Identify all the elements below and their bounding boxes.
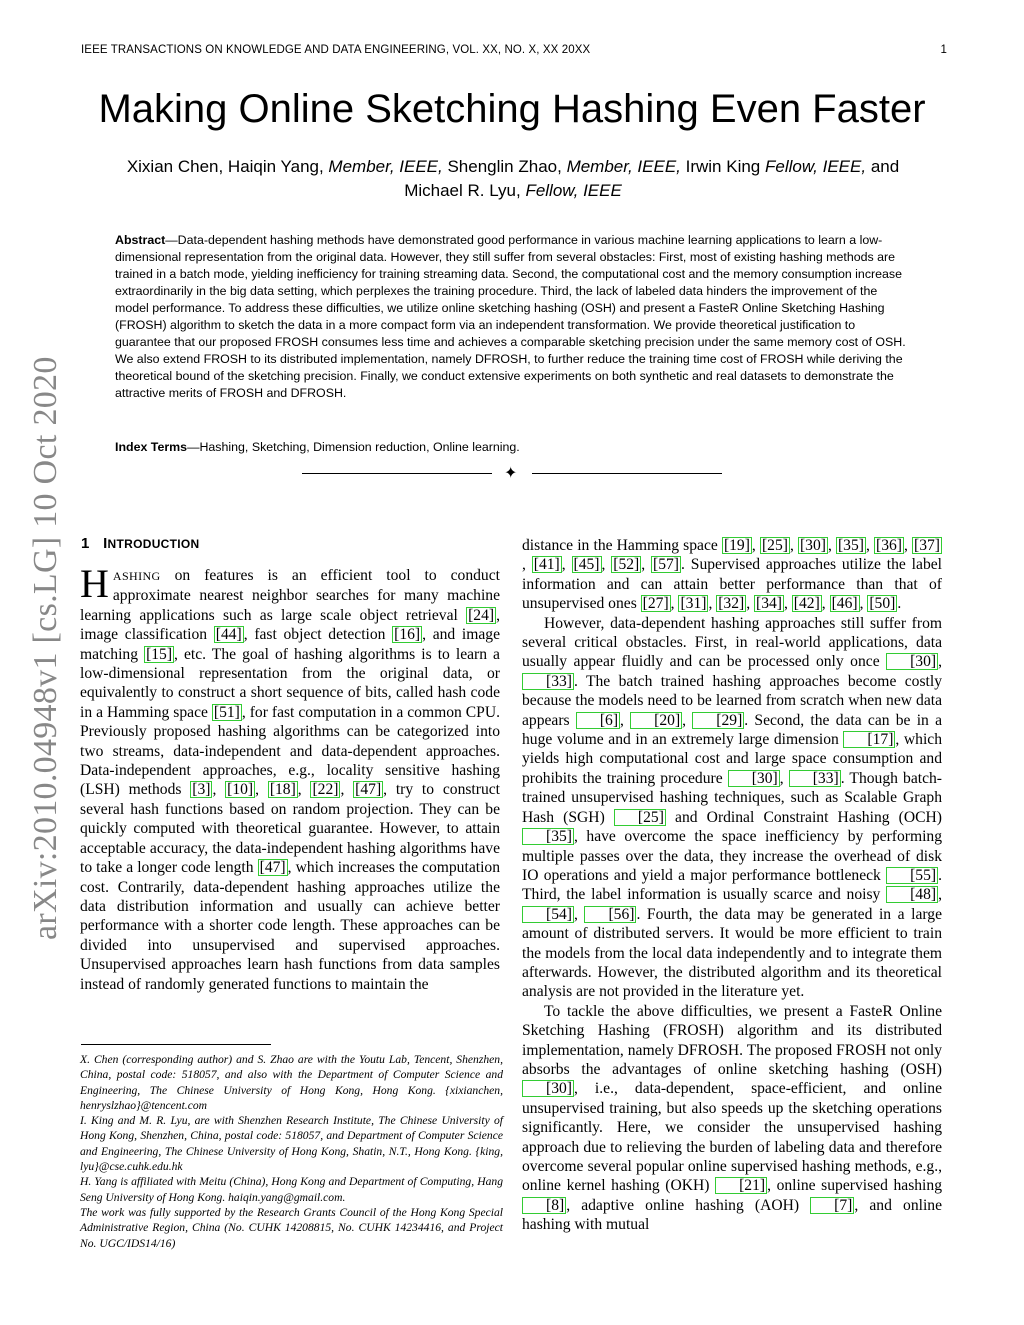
author-names: Irwin King [680, 157, 765, 176]
citation-link[interactable]: [46] [831, 595, 858, 613]
citation-link[interactable]: [30] [799, 537, 826, 554]
author-role: Member, IEEE, [328, 157, 443, 176]
abstract-text: —Data-dependent hashing methods have demonstrated good performance in various machine learning applications to learn a low-dimensional representation from the original data. However, they still suffer from several obstacles: First, most of existing hashing methods are trained in a batch mode, yielding inefficiency for training streaming data. Second, the computational cost and the memory consumption increase extraordinarily in the big data setting, which perplexes the training procedure. Third, the lack of labeled data hinders the improvement of the model performance. To address these difficulties, we utilize online sketching hashing (OSH) and present a FasteR Online Sketching Hashing (FROSH) algorithm to sketch the data in a more compact form via an independent transformation. We provide theoretical justification to guarantee that our proposed FROSH consumes less time and achieves a comparable sketching precision under the same memory cost of OSH. We also extend FROSH to its distributed implementation, namely DFROSH, to further reduce the training time cost of FROSH while deriving the theoretical bound of the sketching precision. Finally, we conduct extensive experiments on both synthetic and real datasets to demonstrate the attractive merits of FROSH and DFROSH. [115, 233, 906, 400]
citation-link[interactable]: [48] [886, 886, 938, 903]
footnote: The work was fully supported by the Research Grants Council of the Hong Kong Special Administrative Region, China (No. CUHK 14208815, No. CUHK 14234416, and Project No. UGC/IDS14/16) [80, 1205, 503, 1250]
author-names: Shenglin Zhao, [442, 157, 567, 176]
section-title-initial: I [103, 535, 108, 552]
footnote: I. King and M. R. Lyu, are with Shenzhen Research Institute, The Chinese University of Hong Kong, Shenzhen, China, postal code: 518057, and Department of Computer Science and Engineering, The Chinese University of Hong Kong, Shatin, N.T., Hong Kong. {king, lyu}@cse.cuhk.edu.hk [80, 1114, 503, 1174]
author-role: Member, IEEE, [566, 157, 681, 176]
body-text: , online supervised hashing [767, 1177, 942, 1195]
body-text: , fast object detection [243, 626, 393, 644]
body-text: , and image matching [80, 626, 501, 663]
section-number: 1 [81, 535, 90, 552]
citation-link[interactable]: [30] [886, 653, 938, 670]
body-text: distance in the Hamming space [522, 537, 722, 554]
body-text: , i.e., data-dependent, space-efficient, and online unsupervised training, but also speeds up the sketching operations significantly. Here, we consider the unsupervised hashing approach due to relieving the burden of labeling data and therefore overcome several popular online supervised hashing methods, e.g., online kernel hashing (OKH) [522, 1080, 942, 1195]
citation-link[interactable]: [6] [576, 712, 620, 729]
body-text: . The batch trained hashing approaches become costly because the models need to be learned from scratch when new data appears [522, 672, 942, 729]
citation-link[interactable]: [10] [227, 781, 254, 799]
footnote: H. Yang is affiliated with Meitu (China), Hong Kong and Department of Computing, Hang Seng University of Hong Kong. haiqin.yang@gmail.com. [80, 1175, 503, 1204]
body-text: , image classification [80, 606, 500, 644]
body-paragraph: However, data-dependent hashing approaches still suffer from several critical obstacles. First, in real-world applications, data usually appear fluidly and can be processed only once [30] , [33] . The batch trained hashing approaches become costly because the models need to be learned from scratch when new data appears [6] , [20] , [29] . Second, the data can be in a huge volume and in an extremely large dimension [17] , which yields high computational cost and large space consumption and prohibits the training procedure [30] , [33] . Though batch-trained unsupervised hashing techniques, such as Scalable Graph Hash (SGH) [25] and Ordinal Constraint Hashing (OCH) [35] , have overcome the space inefficiency by performing multiple passes over the data, they increase the overhead of disk IO operations and yield a major performance bottleneck [55] . Third, the label information is usually scarce and noisy [48] , [54] , [56] . Fourth, the data may be generated in a large amount of distributed servers. It would be more efficient to train the models from the local data independently and to integrate them afterwards. However, the distributed algorithm and its theoretical analysis are not provided in the literature yet. [522, 614, 943, 1001]
citation-link[interactable]: [34] [756, 595, 782, 613]
citation-link[interactable]: [41] [533, 556, 560, 574]
citation-link[interactable]: [30] [728, 770, 780, 787]
citation-link[interactable]: [45] [573, 556, 600, 574]
running-header [81, 44, 947, 56]
citation-link[interactable]: [42] [793, 595, 820, 613]
footnotes [80, 1052, 503, 1251]
abstract [115, 232, 912, 402]
citation-link[interactable]: [25] [614, 809, 666, 826]
citation-link[interactable]: [18] [269, 781, 296, 799]
body-text: , etc. The goal of hashing algorithms is to learn a low-dimensional representation from the original data, or equivalently to construct a short sequence of bits, called hash code in a Hamming space [80, 645, 500, 721]
footnote: X. Chen (corresponding author) and S. Zhao are with the Youtu Lab, Tencent, Shenzhen, China, postal code: 518057, and also with the Department of Computer Science and Engineering, The Chinese University of Hong Kong, Hong Kong. {xixianchen, henryslzhao}@tencent.com [80, 1053, 503, 1112]
citation-link[interactable]: [27] [642, 595, 669, 613]
citation-link[interactable]: [47] [355, 781, 382, 799]
right-column [522, 536, 942, 1235]
citation-link[interactable]: [57] [653, 556, 679, 574]
author-names: Michael R. Lyu, [404, 181, 526, 200]
body-text: , have overcome the space inefficiency by performing multiple passes over the data, they increase the overhead of disk IO operations and yield a major performance bottleneck [522, 828, 942, 884]
citation-link[interactable]: [36] [876, 537, 902, 554]
body-text: . Second, the data can be in a huge volume and in an extremely large dimension [522, 711, 942, 749]
author-list [80, 155, 946, 203]
author-role: Fellow, IEEE, [764, 157, 867, 176]
body-paragraph [522, 1002, 942, 1235]
body-text: , and online hashing with mutual [522, 1196, 942, 1234]
citation-link[interactable]: [44] [215, 626, 242, 644]
body-text: , which yields high computational cost and large space consumption and prohibits the training procedure [522, 731, 942, 787]
body-text: and Ordinal Constraint Hashing (OCH) [665, 808, 942, 826]
citation-link[interactable]: [16] [394, 626, 421, 644]
citation-link[interactable]: [54] [522, 906, 574, 923]
index-terms [115, 440, 912, 454]
citation-link[interactable]: [20] [630, 712, 682, 729]
section-divider [302, 463, 722, 483]
citation-link[interactable]: [32] [718, 595, 745, 613]
citation-link[interactable]: [33] [522, 673, 574, 690]
body-text: . Though batch-trained unsupervised hashing techniques, such as Scalable Graph Hash (SGH) [522, 769, 942, 826]
author-role: Fellow, IEEE [525, 181, 622, 200]
citation-link[interactable]: [3] [192, 781, 211, 799]
citation-link[interactable]: [17] [843, 731, 895, 748]
author-names: Xixian Chen, Haiqin Yang, [126, 157, 329, 176]
section-heading [81, 535, 200, 552]
body-text: , which increases the computation cost. Contrarily, data-dependent hashing approaches utilize the data distribution information and usually can achieve better performance with a shorter code length. These approaches can be divided into unsupervised and supervised approaches. Unsupervised approaches learn hash functions from data samples instead of randomly generated functions to maintain the [80, 859, 500, 993]
citation-link[interactable]: [22] [312, 781, 339, 799]
author-names: and [866, 157, 900, 176]
citation-link[interactable]: [19] [723, 537, 750, 554]
body-text: , adaptive online hashing (AOH) [566, 1196, 811, 1214]
citation-link[interactable]: [15] [146, 645, 173, 663]
citation-link[interactable]: [55] [886, 867, 938, 884]
left-column [80, 561, 501, 994]
journal-header: IEEE TRANSACTIONS ON KNOWLEDGE AND DATA ENGINEERING, VOL. XX, NO. X, XX 20XX [81, 44, 591, 56]
citation-link[interactable]: [29] [692, 712, 744, 729]
citation-link[interactable]: [52] [613, 556, 640, 574]
body-text: on features is an efficient tool to conduct approximate nearest neighbor searches for many machine learning applications such as large scale object retrieval [80, 567, 500, 624]
index-terms-label: Index Terms [115, 440, 188, 454]
citation-link[interactable]: [31] [680, 595, 707, 613]
body-text: . Supervised approaches utilize the label information and can attain better performance than that of unsupervised ones [522, 556, 942, 613]
body-text: . Fourth, the data may be generated in a large amount of distributed servers. It would be more efficient to train the models from the local data independently and to integrate them afterwards. However, the distributed algorithm and its theoretical analysis are not provided in the literature yet. [522, 905, 943, 1001]
body-text: . [897, 595, 902, 613]
citation-link[interactable]: [33] [789, 770, 841, 787]
divider-line-left [302, 473, 492, 474]
abstract-label: Abstract [115, 233, 166, 247]
small-caps-word: ASHING [112, 569, 161, 583]
citation-link[interactable]: [7] [810, 1197, 854, 1214]
citation-link[interactable]: [50] [869, 595, 896, 613]
citation-link[interactable]: [21] [715, 1177, 767, 1194]
section-title-rest: NTRODUCTION [107, 537, 200, 551]
citation-link[interactable]: [25] [761, 537, 788, 554]
divider-line-right [532, 473, 722, 474]
citation-link[interactable]: [35] [837, 537, 864, 554]
citation-link[interactable]: [47] [259, 859, 286, 877]
citation-link[interactable]: [35] [522, 828, 574, 845]
citation-link[interactable]: [30] [522, 1080, 574, 1097]
body-text: To tackle the above difficulties, we present a FasteR Online Sketching Hashing (FROSH) algorithm and its distributed implementation, namely DFROSH. The proposed FROSH not only absorbs the advantages of online sketching hashing (OSH) [522, 1002, 942, 1078]
body-text: . Third, the label information is usually scarce and noisy [522, 866, 942, 904]
diamond-icon: ✦ [504, 465, 518, 482]
citation-link[interactable]: [51] [213, 703, 240, 721]
citation-link[interactable]: [56] [584, 906, 636, 923]
index-terms-text: —Hashing, Sketching, Dimension reduction, Online learning. [187, 440, 520, 454]
body-paragraph: distance in the Hamming space [19] , [25] , [30] , [35] , [36] , [37], [41] , [45] , [52] , [57] . Supervised approaches utilize the label information and can attain better performance than that of unsupervised ones [27] , [31] , [32] , [34] , [42] , [46] , [50] . [522, 537, 942, 613]
body-text: , try to construct several hash functions based on random projection. They can be quickly computed with theoretical guarantee. However, to attain acceptable accuracy, the data-independent hashing algorithms have to take a longer code length [80, 781, 501, 877]
citation-link[interactable]: [8] [522, 1197, 566, 1214]
footnote-rule [81, 1044, 271, 1045]
intro-paragraph: HASHING on features is an efficient tool to conduct approximate nearest neighbor searches for many machine learning applications such as large scale object retrieval [24] , image classification [44] , fast object detection [16] , and image matching [15] , etc. The goal of hashing algorithms is to learn a low-dimensional representation from the original data, or equivalently to construct a short sequence of bits, called hash code in a Hamming space [51] , for fast computation in a common CPU. Previously proposed hashing algorithms can be categorized into two streams, data-independent and data-dependent approaches. Data-independent approaches, e.g., locality sensitive hashing (LSH) methods [3] , [10] , [18] , [22] , [47] , try to construct several hash functions based on random projection. They can be quickly computed with theoretical guarantee. However, to attain acceptable accuracy, the data-independent hashing algorithms have to take a longer code length [47] , which increases the computation cost. Contrarily, data-dependent hashing approaches utilize the data distribution information and usually can achieve better performance with a shorter code length. These approaches can be divided into unsupervised and supervised approaches. Unsupervised approaches learn hash functions from data samples instead of randomly generated functions to maintain the [80, 561, 501, 993]
citation-link[interactable]: [24] [468, 606, 495, 624]
drop-cap: H [80, 561, 109, 606]
page-number: 1 [940, 44, 947, 56]
body-text: , for fast computation in a common CPU. Previously proposed hashing algorithms can be categorized into two streams, data-independent and data-dependent approaches. Data-independent approaches, e.g., locality sensitive hashing (LSH) methods [80, 703, 500, 799]
paper-title: Making Online Sketching Hashing Even Faster [98, 87, 926, 131]
body-text: However, data-dependent hashing approaches still suffer from several critical obstacles. First, in real-world applications, data usually appear fluidly and can be processed only once [522, 614, 942, 671]
citation-link[interactable]: [37] [914, 537, 940, 554]
arxiv-stamp: arXiv:2010.04948v1 [cs.LG] 10 Oct 2020 [27, 356, 64, 940]
